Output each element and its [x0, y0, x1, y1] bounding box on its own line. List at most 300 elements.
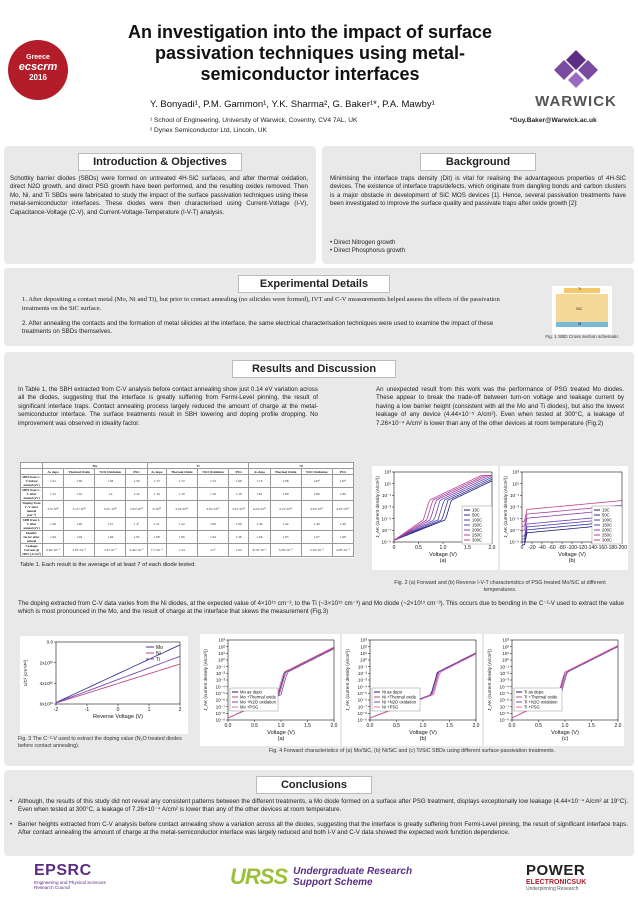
- fig4c-chart: [484, 634, 624, 746]
- table-cell: 3.3×10¹⁵: [43, 501, 64, 518]
- x-tick-label: 2.0: [488, 545, 496, 551]
- table-cell: 1.2: [95, 488, 126, 501]
- y-tick-label: 10³: [384, 469, 391, 475]
- table-cell: 4.13×10¹⁵: [270, 501, 301, 518]
- table-row: [21, 518, 354, 531]
- subfigure-label: (a): [277, 736, 285, 742]
- intro-heading: Introduction & Objectives: [78, 153, 242, 171]
- table-metal-header: Mo: [43, 463, 148, 469]
- x-axis-label: Voltage (V): [429, 552, 457, 558]
- x-tick-label: -2: [53, 707, 59, 713]
- table-cell: 1.22: [166, 518, 197, 531]
- legend-entry: Mo as depo: [240, 689, 262, 695]
- y-tick-label: 10⁻¹: [509, 492, 519, 498]
- background-bullets: [330, 239, 626, 256]
- table-cell: 3.32×10¹⁵: [126, 501, 147, 518]
- y-tick-label: 10⁻²: [357, 670, 367, 676]
- conclusion-bullet: • Although, the results of this study did not reveal any consistent patterns between the different treatments, a Mo diode formed on a surface after PSG treatment, displays exceptionally low leakage (4.44×10⁻⁴ A/cm² at 19°C). Even when tested at 300°C, a leakage of 7.26×10⁻⁴ A/cm² is lower than any of the other devices at room temperature.: [10, 798, 628, 814]
- table-cell: 1.40: [332, 518, 353, 531]
- epsrc-wordmark: EPSRC: [34, 862, 92, 879]
- table-col-header: Thermal Oxide: [64, 469, 95, 475]
- y-tick-label: 10⁻⁶: [499, 697, 509, 703]
- fig4b-chart: [342, 634, 482, 746]
- cross-section-bottom-contact: [556, 322, 608, 327]
- x-axis-label: Reverse Voltage (V): [92, 714, 144, 720]
- warwick-emblem-icon: [528, 48, 624, 88]
- table-cell: 1.14: [126, 488, 147, 501]
- x-tick-label: 0: [520, 545, 524, 551]
- table-cell: 1.61: [43, 475, 64, 488]
- table-cell: 4.24×10¹⁵: [249, 501, 270, 518]
- y-tick-label: 10⁻⁹: [215, 717, 225, 723]
- poster-title: [90, 22, 530, 85]
- fig4-caption: Fig. 4 Forward characteristics of (a) Mo/SiC, (b) Ni/SiC and (c) Ti/SiC SBDs using different surface passivation treatments.: [268, 748, 556, 754]
- x-tick-label: 1.5: [464, 545, 471, 551]
- subfigure-label: (c): [561, 736, 569, 742]
- y-tick-label: 10⁻⁸: [215, 710, 225, 716]
- legend-entry: 300C: [602, 537, 613, 543]
- table-cell: 1.72: [166, 475, 197, 488]
- y-tick-label: 10¹: [512, 481, 519, 487]
- fig2-caption: Fig. 2 (a) Forward and (b) Reverse I-V-T characteristics of PSG treated Mo/SiC at different temperatures.: [394, 580, 606, 593]
- legend-entry: Mo: [156, 645, 163, 651]
- background-bullet: • Direct Nitrogen growth: [330, 239, 396, 246]
- table-cell: 3.23×10¹⁵: [229, 501, 249, 518]
- x-tick-label: 0: [116, 707, 120, 713]
- sbd-cross-section-figure: [552, 286, 612, 334]
- table-cell: 1.08: [147, 531, 166, 544]
- title-line-1: An investigation into the impact of surface: [127, 22, 493, 42]
- fig4a-plot: [200, 634, 340, 746]
- urss-tagline-1: Undergraduate Research: [293, 866, 413, 877]
- x-tick-label: 1.5: [446, 723, 453, 729]
- legend-entry: 250C: [472, 532, 483, 538]
- table-cell: 1.69: [229, 475, 249, 488]
- table-row: [21, 488, 354, 501]
- y-axis-label: J_AK (current density (A/cm²)): [345, 649, 350, 711]
- x-axis-label: Voltage (V): [267, 730, 295, 736]
- y-tick-label: 10¹: [218, 650, 225, 656]
- x-tick-label: -160: [596, 545, 608, 551]
- legend-entry: Ni +PSG: [382, 704, 399, 710]
- conference-logo: [8, 40, 68, 100]
- table-cell: 1.73: [147, 475, 166, 488]
- x-tick-label: 0: [392, 545, 396, 551]
- y-axis-label: J_AK (current density (A/cm²)): [203, 649, 208, 711]
- y-tick-label: 10⁻⁹: [357, 717, 367, 723]
- table-cell: 1.80: [301, 488, 332, 501]
- y-tick-label: 10³: [360, 637, 367, 643]
- x-tick-label: -60: [548, 545, 556, 551]
- x-tick-label: 0.0: [366, 723, 374, 729]
- table-col-header: N2O Oxidation: [95, 469, 126, 475]
- x-tick-label: 0.5: [535, 723, 542, 729]
- table-cell: 4.78×10⁻³: [332, 544, 353, 557]
- y-tick-label: 10³: [218, 637, 225, 643]
- table-cell: 1.59: [126, 475, 147, 488]
- y-axis-label: 1/C² (cm⁴/F²): [23, 659, 28, 687]
- y-tick-label: 10⁻³: [357, 677, 367, 683]
- table-caption: Table 1. Each result is the average of at least 7 of each diode tested.: [20, 562, 196, 568]
- table-cell: 3.29×10⁻³: [270, 544, 301, 557]
- table-cell: 1.19: [229, 488, 249, 501]
- subfigure-label: (b): [568, 558, 576, 564]
- y-tick-label: 10⁻⁴: [215, 684, 225, 690]
- warwick-logo: [528, 48, 624, 108]
- affiliation-1: ¹ School of Engineering, University of Warwick, Coventry, CV4 7AL, UK: [150, 117, 358, 124]
- table-cell: 8.79×10⁻³: [249, 544, 270, 557]
- y-tick-label: 10⁻²: [499, 670, 509, 676]
- affiliation-2: ² Dynex Semiconductor Ltd, Lincoln, UK: [150, 127, 267, 134]
- table-cell: 1.59: [64, 475, 95, 488]
- table-cell: 3.91×10¹⁵: [197, 501, 228, 518]
- legend-entry: 19C: [602, 507, 610, 513]
- table-cell: 1.54: [166, 544, 197, 557]
- table-cell: 1.19: [197, 488, 228, 501]
- power-wordmark: POWER: [526, 862, 586, 879]
- conference-logo-place: Greece: [26, 54, 50, 61]
- power-electronics-logo: [526, 862, 586, 892]
- table-cell: 1.80: [332, 488, 353, 501]
- legend-entry: 200C: [602, 527, 613, 533]
- y-tick-label: 2x10²⁰: [39, 660, 53, 666]
- x-tick-label: -20: [528, 545, 536, 551]
- legend-entry: Ti: [156, 657, 160, 663]
- y-tick-label: 10⁻³: [499, 677, 509, 683]
- legend-entry: 19C: [472, 507, 480, 513]
- table-cell: 4.44×10⁻⁵: [126, 544, 147, 557]
- urss-tagline-2: Support Scheme: [293, 877, 373, 888]
- fig4c-plot: [484, 634, 624, 746]
- epsrc-subtitle-1: Engineering and Physical Sciences: [34, 880, 106, 885]
- legend-entry: 200C: [472, 527, 483, 533]
- epsrc-subtitle-2: Research Council: [34, 885, 71, 890]
- y-tick-label: 10⁻⁶: [215, 697, 225, 703]
- legend-entry: 100C: [472, 517, 483, 523]
- x-tick-label: 0.5: [393, 723, 400, 729]
- legend-entry: 50C: [602, 512, 610, 518]
- table-cell: 1.36: [229, 531, 249, 544]
- y-tick-label: 10⁻³: [381, 504, 391, 510]
- table-cell: 1.67¹: [301, 475, 332, 488]
- fig1-caption: Fig. 1 SBD Cross section schematic: [545, 334, 619, 339]
- power-sub: ELECTRONICSUK: [526, 879, 587, 886]
- urss-tagline: [293, 866, 412, 888]
- y-tick-label: 10⁻⁵: [509, 516, 519, 522]
- experimental-heading: Experimental Details: [238, 275, 390, 293]
- x-tick-label: 1.0: [419, 723, 427, 729]
- x-tick-label: 1.0: [561, 723, 569, 729]
- x-tick-label: 0.0: [508, 723, 516, 729]
- y-tick-label: 10⁻⁸: [499, 710, 509, 716]
- x-tick-label: 1.0: [439, 545, 447, 551]
- x-tick-label: 1.0: [277, 723, 285, 729]
- y-tick-label: 10⁻²: [215, 670, 225, 676]
- table-cell: 3.19×10¹⁵: [166, 501, 197, 518]
- y-tick-label: 10³: [502, 637, 509, 643]
- table-row: [21, 531, 354, 544]
- x-tick-label: -120: [576, 545, 588, 551]
- cross-section-top-label: Ti: [578, 287, 581, 291]
- table-row-label: SBH from C-V after anneal (eV): [22, 488, 41, 500]
- legend-entry: Mo +PSG: [240, 704, 259, 710]
- fig4a-chart: [200, 634, 340, 746]
- table-cell: 1.07: [301, 531, 332, 544]
- y-tick-label: 10⁻⁷: [499, 704, 509, 710]
- y-axis-label: J_AK (current density (A/cm²)): [487, 649, 492, 711]
- fig3-caption: Fig. 3 The C⁻²-V used to extract the doping value (N₂O treated diodes before contact annealing).: [18, 736, 182, 749]
- table-cell: 1.2¹: [126, 518, 147, 531]
- author-list: Y. Bonyadi¹, P.M. Gammon¹, Y.K. Sharma², G. Baker¹*, P.A. Mawby¹: [150, 99, 435, 110]
- legend-entry: Ti +N2O oxidation: [524, 699, 558, 705]
- warwick-wordmark: WARWICK: [535, 93, 617, 110]
- table-metal-header: Ni: [249, 463, 354, 469]
- cross-section-bottom-label: Ni: [578, 322, 582, 326]
- fig3-plot: [20, 636, 188, 734]
- table-col-header: N2O Oxidation: [301, 469, 332, 475]
- table-col-header: Thermal Oxide: [166, 469, 197, 475]
- table-col-header: As depo: [43, 469, 64, 475]
- table-col-header: PSG: [126, 469, 147, 475]
- x-tick-label: -80: [558, 545, 566, 551]
- legend-entry: 300C: [472, 537, 483, 543]
- background-bullet: • Direct Phosphorus growth: [330, 247, 406, 255]
- table-cell: 3.17×10¹⁵: [64, 501, 95, 518]
- x-tick-label: 1.5: [588, 723, 595, 729]
- results-para-3: The doping extracted from C-V data varies from the Ni diodes, at the expected value of 4×10¹⁵ cm⁻³, to the Ti (~3×10¹⁵ cm⁻³) and Mo diode (~2×10¹⁵ cm⁻³). This occurs due to bending in the C⁻²-V used to extract the value which is most pronounced in the Mo, and the result of charge at the interface that skews the measurement (Fig.3): [18, 600, 624, 616]
- contact-email: *Guy.Baker@Warwick.ac.uk: [510, 117, 597, 124]
- legend-entry: Ti +Thermal oxide: [524, 694, 558, 700]
- table-row-label: Ideality factor after anneal: [21, 531, 43, 544]
- results-para-1: In Table 1, the SBH extracted from C-V analysis before contact annealing show just 0.14 eV variation across all the diodes, suggesting that the interface is greatly suffering from Fermi-Level pinning, the result of significant interface traps. Contact annealing process largely reduced the amount of charge at the metal-semiconductor interface. The surface treatments result in SBH lowering and doping profile dropping. No improvement was observed in ideality factor.: [18, 386, 318, 427]
- table-cell: 1.04: [95, 531, 126, 544]
- legend-entry: Ni as depo: [382, 689, 403, 695]
- y-tick-label: 10⁻¹: [357, 664, 367, 670]
- title-line-2: passivation techniques using metal-: [154, 43, 466, 63]
- table-cell: 7.7×10⁻³: [147, 544, 166, 557]
- y-tick-label: 6x10²⁰: [39, 701, 53, 707]
- cross-section-top-contact: [564, 288, 600, 293]
- table-cell: 1.81: [249, 488, 270, 501]
- table-cell: 1.02: [229, 544, 249, 557]
- y-tick-label: 10⁰: [502, 657, 509, 663]
- legend-entry: 150C: [602, 522, 613, 528]
- x-tick-label: -180: [606, 545, 618, 551]
- y-tick-label: 10⁻¹: [499, 664, 509, 670]
- table-row: [21, 544, 354, 557]
- table-cell: 1.08: [332, 531, 353, 544]
- legend-entry: 50C: [472, 512, 480, 518]
- table-row-label: Leakage Current @ 100V (A/cm²): [22, 544, 41, 556]
- x-axis-label: Voltage (V): [558, 552, 586, 558]
- table-cell: 1.73: [249, 475, 270, 488]
- fig3-chart: [20, 636, 188, 734]
- results-para-2: An unexpected result from this work was the performance of PSG treated Mo diodes. These appear to break the trade-off between turn-on voltage and leakage current by having a low barrier height (consistent with all the Mo and Ti diodes), but also the lowest leakage of any device (4.44×10⁻⁵ A/cm²). Even when tested at 300°C, a leakage of 7.26×10⁻⁴ A/cm² is lower than any of the other devices at room temperature (Fig.2): [376, 386, 624, 427]
- table-cell: 1.06: [166, 531, 197, 544]
- conclusions-heading: Conclusions: [256, 776, 372, 794]
- y-tick-label: 10⁻⁷: [215, 704, 225, 710]
- x-tick-label: 2.0: [614, 723, 622, 729]
- table-cell: 1.74: [197, 475, 228, 488]
- x-tick-label: -40: [538, 545, 546, 551]
- y-tick-label: 10²: [360, 644, 367, 650]
- legend-entry: 100C: [602, 517, 613, 523]
- table-cell: 1.67¹: [332, 475, 353, 488]
- y-tick-label: 10⁻³: [215, 677, 225, 683]
- y-tick-label: 10⁻⁸: [357, 710, 367, 716]
- x-tick-label: 1.5: [304, 723, 311, 729]
- x-tick-label: 2.0: [472, 723, 480, 729]
- x-tick-label: -100: [566, 545, 578, 551]
- legend-entry: Mo +N2O oxidation: [240, 699, 276, 705]
- subfigure-label: (b): [419, 736, 427, 742]
- table-cell: 1.06: [249, 531, 270, 544]
- table-col-header: N2O Oxidation: [197, 469, 228, 475]
- x-axis-label: Voltage (V): [551, 730, 579, 736]
- y-tick-label: 10¹: [502, 650, 509, 656]
- table-cell: 1.19: [147, 488, 166, 501]
- legend-entry: Ni +N2O oxidation: [382, 699, 417, 705]
- y-tick-label: 4x10²⁰: [39, 680, 53, 686]
- results-table-grid: [20, 462, 354, 557]
- y-tick-label: 0.0: [46, 639, 53, 645]
- fig2a-plot: [372, 466, 498, 570]
- table-metal-header: Ti: [147, 463, 249, 469]
- table-cell: 1.20: [43, 518, 64, 531]
- y-tick-label: 10²: [218, 644, 225, 650]
- table-cell: 2.6×10⁻³: [95, 544, 126, 557]
- table-cell: 1.09: [229, 518, 249, 531]
- legend-entry: Ni +Thermal oxide: [382, 694, 417, 700]
- power-tag: Underpinning Research: [526, 886, 579, 892]
- table-cell: 3.07×10⁻³: [64, 544, 95, 557]
- urss-logo: [230, 864, 412, 890]
- plot-frame: [56, 642, 180, 704]
- y-tick-label: 10⁻⁵: [215, 690, 225, 696]
- table-col-header: PSG: [229, 469, 249, 475]
- table-cell: 1.40: [301, 518, 332, 531]
- table-cell: 1.05: [126, 531, 147, 544]
- table-col-header: Thermal Oxide: [270, 469, 301, 475]
- table-col-header: PSG: [332, 469, 353, 475]
- table-cell: 1.16: [64, 488, 95, 501]
- conclusion-bullet: • Barrier heights extracted from C-V analysis before contact annealing show a variation across all the diodes, suggesting that the interface is greatly suffering from Fermi-Level pinning, the result of significant interface traps. After contact annealing the amount of charge at the metal-semiconductor interface was largely reduced and both I-V and C-V data showed the expected work function dependence.: [10, 820, 628, 837]
- table-cell: 1.21: [147, 518, 166, 531]
- table-row-label: SBH from C-V before anneal (eV): [22, 475, 41, 487]
- fig2a-chart: [372, 466, 498, 570]
- table-cell: 3×10¹⁵: [147, 501, 166, 518]
- table-cell: 3.21×10¹⁵: [95, 501, 126, 518]
- poster-footer: [0, 858, 638, 902]
- y-tick-label: 10⁻¹: [381, 492, 391, 498]
- y-tick-label: 10³: [512, 469, 519, 475]
- fig2b-chart: [500, 466, 628, 570]
- y-tick-label: 10⁻⁹: [509, 539, 519, 545]
- background-heading: Background: [420, 153, 536, 171]
- table-cell: 4.07×10¹⁵: [332, 501, 353, 518]
- y-tick-label: 10⁻⁹: [381, 539, 391, 545]
- table-row-label: Doping from C-V after anneal (cm⁻³): [21, 501, 43, 518]
- y-axis-label: J_AK (current density (A/cm²)): [503, 476, 508, 538]
- experimental-item-1: 1. After depositing a contact metal (Mo, Ni and Ti), but prior to contact annealing (no silicides were formed), IVT and C-V measurements helped assess the effects of the passivation treatments on the SiC surface.: [22, 296, 500, 312]
- y-tick-label: 10⁻⁷: [357, 704, 367, 710]
- y-tick-label: 10²: [502, 644, 509, 650]
- epsrc-logo: [34, 862, 106, 890]
- x-tick-label: 2.0: [330, 723, 338, 729]
- table-cell: 1.27: [95, 518, 126, 531]
- urss-wordmark: URSS: [230, 864, 288, 889]
- table-cell: 1.05: [270, 531, 301, 544]
- y-tick-label: 10¹: [360, 650, 367, 656]
- table-cell: 1.40: [249, 518, 270, 531]
- y-tick-label: 10⁻⁷: [509, 527, 519, 533]
- table-cell: 1.15: [43, 488, 64, 501]
- x-tick-label: 0.5: [251, 723, 258, 729]
- table-cell: 4.33×10¹⁵: [301, 501, 332, 518]
- x-axis-label: Voltage (V): [409, 730, 437, 736]
- background-text: Minimising the interface traps density (Dit) is vital for realising the advantageous properties of 4H-SiC devices. The existence of interface traps/defects, which originate from dangling bonds and carbon clusters is a major obstacle in development of SiC MOS devices [1]. Hence, several passivation treatments have been investigated to improve the surface quality and passivate traps after oxide growth [2]:: [330, 175, 626, 208]
- table-row: [21, 501, 354, 518]
- y-tick-label: 10⁰: [218, 657, 225, 663]
- table-col-header: As depo: [249, 469, 270, 475]
- experimental-item-2: 2. After annealing the contacts and the formation of metal silicides at the interface, the same electrical characterisation techniques were used to examine the impact of these treatments on SBDs themselves.: [22, 320, 494, 336]
- y-tick-label: 10⁻⁵: [381, 516, 391, 522]
- legend-entry: Ni: [156, 651, 161, 657]
- x-tick-label: 0.0: [224, 723, 232, 729]
- conference-logo-name: ecscrm: [18, 61, 58, 73]
- table-col-header: As depo: [147, 469, 166, 475]
- y-tick-label: 10⁻⁵: [357, 690, 367, 696]
- x-tick-label: -200: [616, 545, 628, 551]
- legend-entry: Ti +PSG: [524, 704, 540, 710]
- table-cell: 1.80: [270, 488, 301, 501]
- results-table: [20, 462, 354, 558]
- table-cell: 1.04: [43, 531, 64, 544]
- y-tick-label: 10⁻⁴: [357, 684, 367, 690]
- table-cell: 1.19: [166, 488, 197, 501]
- table-cell: 1.34: [197, 531, 228, 544]
- legend-entry: 250C: [602, 532, 613, 538]
- title-line-3: semiconductor interfaces: [200, 64, 420, 84]
- y-tick-label: 10⁻⁴: [499, 684, 509, 690]
- y-tick-label: 10⁻⁵: [499, 690, 509, 696]
- table-row: [21, 475, 354, 488]
- table-cell: 1.42: [270, 518, 301, 531]
- table-cell: 6.64×10⁻³: [43, 544, 64, 557]
- y-tick-label: 10⁻⁶: [357, 697, 367, 703]
- y-tick-label: 10⁰: [360, 657, 367, 663]
- x-tick-label: -1: [84, 707, 90, 713]
- x-tick-label: 2: [178, 707, 182, 713]
- y-tick-label: 10⁻³: [509, 504, 519, 510]
- legend-entry: Ti as depo: [524, 689, 544, 695]
- x-tick-label: 1: [147, 707, 151, 713]
- y-tick-label: 10⁻⁹: [499, 717, 509, 723]
- table-cell: 1.58: [95, 475, 126, 488]
- fig2b-plot: [500, 466, 628, 570]
- y-tick-label: 10¹: [384, 481, 391, 487]
- poster-header: [0, 0, 638, 142]
- subfigure-label: (a): [439, 558, 447, 564]
- table-cell: 1.20: [64, 518, 95, 531]
- fig4b-plot: [342, 634, 482, 746]
- y-axis-label: J_AK (current density (A/cm²)): [375, 476, 380, 538]
- cross-section-sic-label: SiC: [576, 306, 583, 311]
- legend-entry: Mo +Thermal oxide: [240, 694, 276, 700]
- table-cell: 1.06: [197, 518, 228, 531]
- table-cell: 2.7¹: [197, 544, 228, 557]
- results-heading: Results and Discussion: [232, 360, 396, 378]
